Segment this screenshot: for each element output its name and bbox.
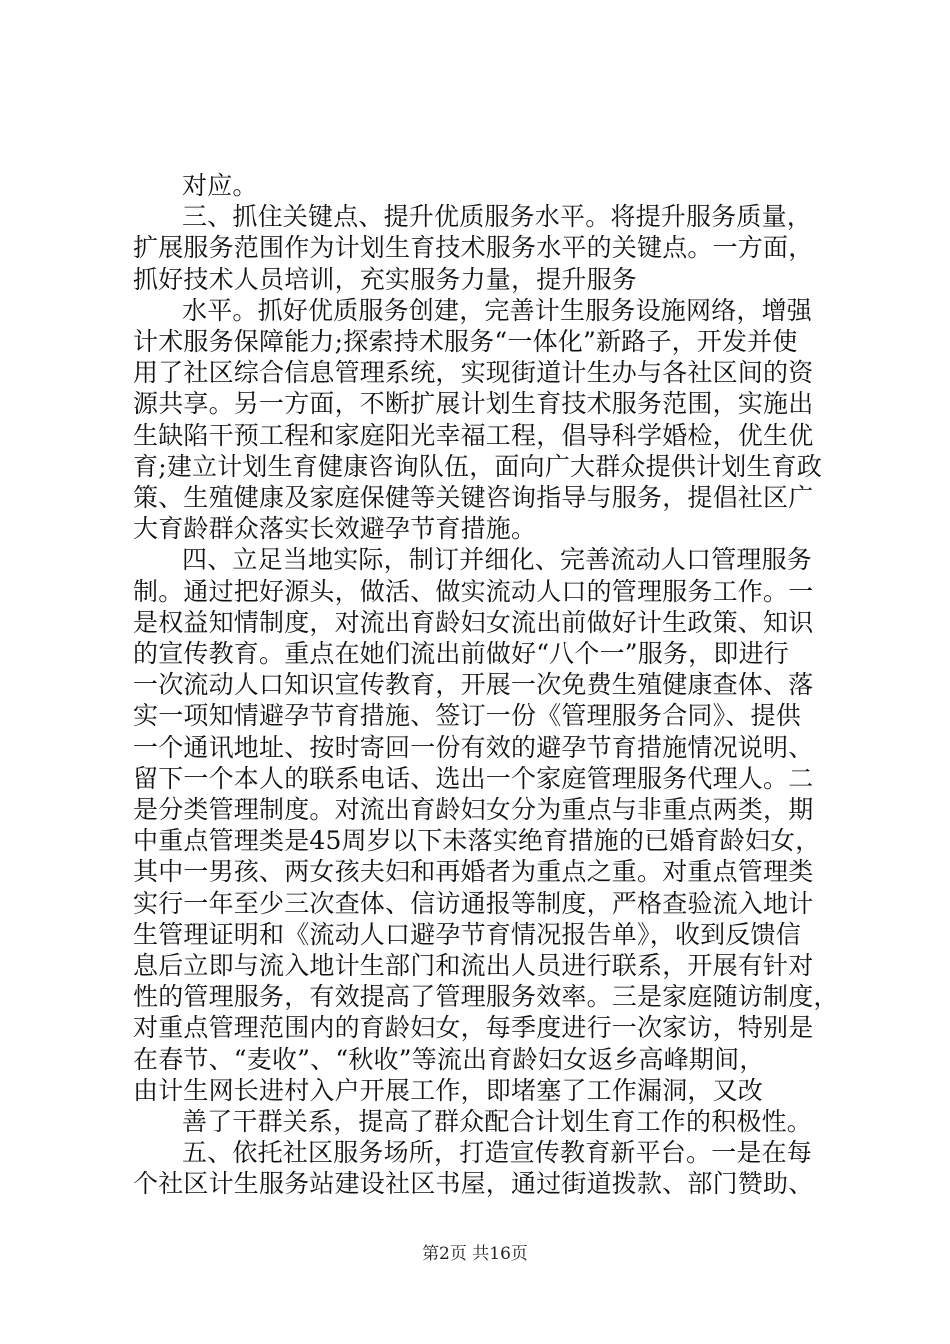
- text-line: 抓好技术人员培训，充实服务力量，提升服务: [133, 264, 638, 294]
- text-line: 的宣传教育。重点在她们流出前做好“八个一”服务，即进行: [133, 639, 789, 668]
- text-line: 计术服务保障能力;探索持术服务“一体化”新路子，开发并使: [133, 327, 798, 356]
- text-line: 对应。: [182, 171, 258, 200]
- text-line: 用了社区综合信息管理系统，实现街道计生办与各社区间的资: [133, 358, 814, 388]
- page-number-footer: 第2页 共16页: [422, 1244, 528, 1264]
- text-line: 实行一年至少三次查体、信访通报等制度，严格查验流入地计: [133, 888, 814, 918]
- text-line: 生管理证明和《流动人口避孕节育情况报告单》，收到反馈信: [133, 919, 801, 949]
- text-line: 实一项知情避孕节育措施、签订一份《管理服务合同》、提供: [133, 701, 801, 731]
- text-line: 源共享。另一方面，不断扩展计划生育技术服务范围，实施出: [133, 389, 814, 419]
- text-line: 一次流动人口知识宣传教育，开展一次免费生殖健康查体、落: [133, 670, 814, 700]
- text-line: 是权益知情制度，对流出育龄妇女流出前做好计生政策、知识: [133, 607, 814, 637]
- text-line: 制。通过把好源头，做活、做实流动人口的管理服务工作。一: [133, 576, 814, 606]
- text-line: 生缺陷干预工程和家庭阳光幸福工程，倡导科学婚检，优生优: [133, 420, 814, 450]
- text-line: 水平。抓好优质服务创建，完善计生服务设施网络，增强: [182, 295, 813, 325]
- text-line: 个社区计生服务站建设社区书屋，通过街道拨款、部门赞助、: [133, 1169, 814, 1199]
- text-line: 三、抓住关键点、提升优质服务水平。将提升服务质量，: [182, 202, 813, 232]
- text-line: 在春节、“麦收”、“秋收”等流出育龄妇女返乡高峰期间，: [133, 1044, 765, 1074]
- text-line: 大育龄群众落实长效避孕节育措施。: [133, 514, 537, 544]
- text-line: 扩展服务范围作为计划生育技术服务水平的关键点。一方面，: [133, 233, 814, 263]
- text-line: 四、立足当地实际，制订并细化、完善流动人口管理服务: [182, 545, 813, 575]
- text-line: 息后立即与流入地计生部门和流出人员进行联系，开展有针对: [133, 951, 814, 980]
- text-line: 育;建立计划生育健康咨询队伍，面向广大群众提供计划生育政: [133, 451, 823, 481]
- text-line: 由计生网长进村入户开展工作，即堵塞了工作漏洞，又改: [133, 1075, 764, 1105]
- text-line: 一个通讯地址、按时寄回一份有效的避孕节育措施情况说明、: [133, 732, 814, 762]
- text-line: 善了干群关系，提高了群众配合计划生育工作的积极性。: [182, 1107, 813, 1136]
- text-line: 其中一男孩、两女孩夫妇和再婚者为重点之重。对重点管理类: [133, 857, 814, 887]
- text-line: 是分类管理制度。对流出育龄妇女分为重点与非重点两类，期: [133, 795, 814, 824]
- text-line: 性的管理服务，有效提高了管理服务效率。三是家庭随访制度，: [133, 982, 839, 1012]
- text-line: 五、依托社区服务场所，打造宣传教育新平台。一是在每: [182, 1138, 813, 1168]
- text-line: 中重点管理类是45周岁以下未落实绝育措施的已婚育龄妇女，: [133, 826, 821, 856]
- text-line: 留下一个本人的联系电话、选出一个家庭管理服务代理人。二: [133, 763, 814, 793]
- text-line: 策、生殖健康及家庭保健等关键咨询指导与服务，提倡社区广: [133, 483, 814, 512]
- text-line: 对重点管理范围内的育龄妇女，每季度进行一次家访，特别是: [133, 1013, 814, 1043]
